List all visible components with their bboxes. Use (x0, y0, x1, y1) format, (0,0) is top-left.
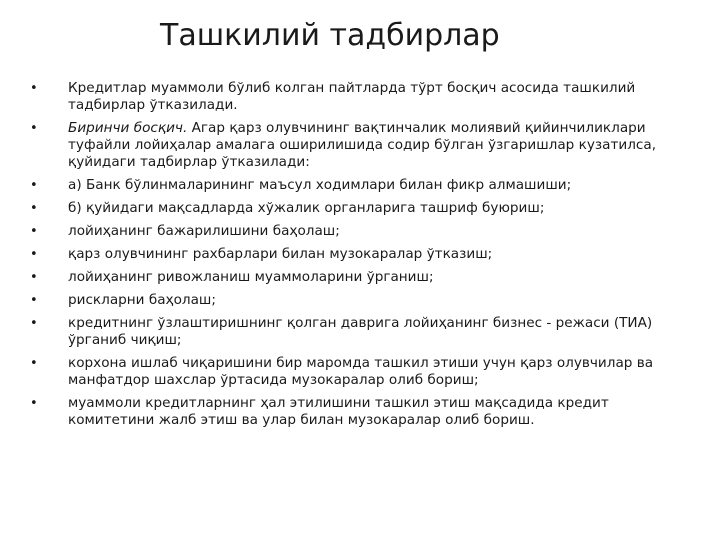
bullet-italic-lead: Биринчи босқич. (68, 120, 188, 136)
bullet-item-8 (30, 292, 690, 309)
bullet-text: лойиҳанинг бажарилишини баҳолаш; (68, 223, 340, 239)
bullet-text: рискларни баҳолаш; (68, 292, 216, 308)
bullet-marker: • (30, 356, 38, 371)
bullet-marker: • (30, 293, 38, 308)
bullet-item-5 (30, 223, 690, 240)
bullet-item-6 (30, 246, 690, 263)
slide-title: Ташкилий тадбирлар (160, 18, 500, 53)
bullet-text: корхона ишлаб чиқаришини бир маромда ташкил этиши учун қарз олувчилар ва манфатдор шахслар ўртасида музокаралар олиб бориш; (68, 355, 654, 388)
bullet-text: муаммоли кредитларнинг ҳал этилишини ташкил этиш мақсадида кредит комитетини жалб этиш ва улар билан музокаралар олиб бориш. (68, 395, 609, 428)
bullet-text: Кредитлар муаммоли бўлиб колган пайтларда тўрт босқич асосида ташкилий тадбирлар ўтказилади. (68, 80, 636, 113)
bullet-item-11 (30, 395, 690, 429)
bullet-item-10 (30, 355, 690, 389)
bullet-marker: • (30, 316, 38, 331)
bullet-marker: • (30, 201, 38, 216)
bullet-item-3 (30, 177, 690, 194)
bullet-item-1 (30, 80, 690, 114)
bullet-text: а) Банк бўлинмаларининг маъсул ходимлари билан фикр алмашиши; (68, 177, 572, 193)
bullet-item-2 (30, 120, 690, 171)
bullet-marker: • (30, 178, 38, 193)
bullet-text: лойиҳанинг ривожланиш муаммоларини ўрганиш; (68, 269, 434, 285)
bullet-item-7 (30, 269, 690, 286)
bullet-list (30, 80, 690, 435)
bullet-item-9 (30, 315, 690, 349)
bullet-text: қарз олувчининг рахбарлари билан музокаралар ўтказиш; (68, 246, 493, 262)
bullet-marker: • (30, 121, 38, 136)
bullet-marker: • (30, 270, 38, 285)
bullet-marker: • (30, 247, 38, 262)
bullet-marker: • (30, 396, 38, 411)
bullet-text: б) қуйидаги мақсадларда хўжалик органларига ташриф буюриш; (68, 200, 545, 216)
bullet-text: Агар қарз олувчининг вақтинчалик молиявий қийинчиликлари туфайли лойиҳалар амалага оширилишида содир бўлган ўзгаришлар кузатилса, қуйидаги тадбирлар ўтказилади: (68, 120, 657, 170)
bullet-item-4 (30, 200, 690, 217)
bullet-marker: • (30, 224, 38, 239)
bullet-text: кредитнинг ўзлаштиришнинг қолган даврига лойиҳанинг бизнес - режаси (ТИА) ўрганиб чиқиш; (68, 315, 653, 348)
bullet-marker: • (30, 81, 38, 96)
